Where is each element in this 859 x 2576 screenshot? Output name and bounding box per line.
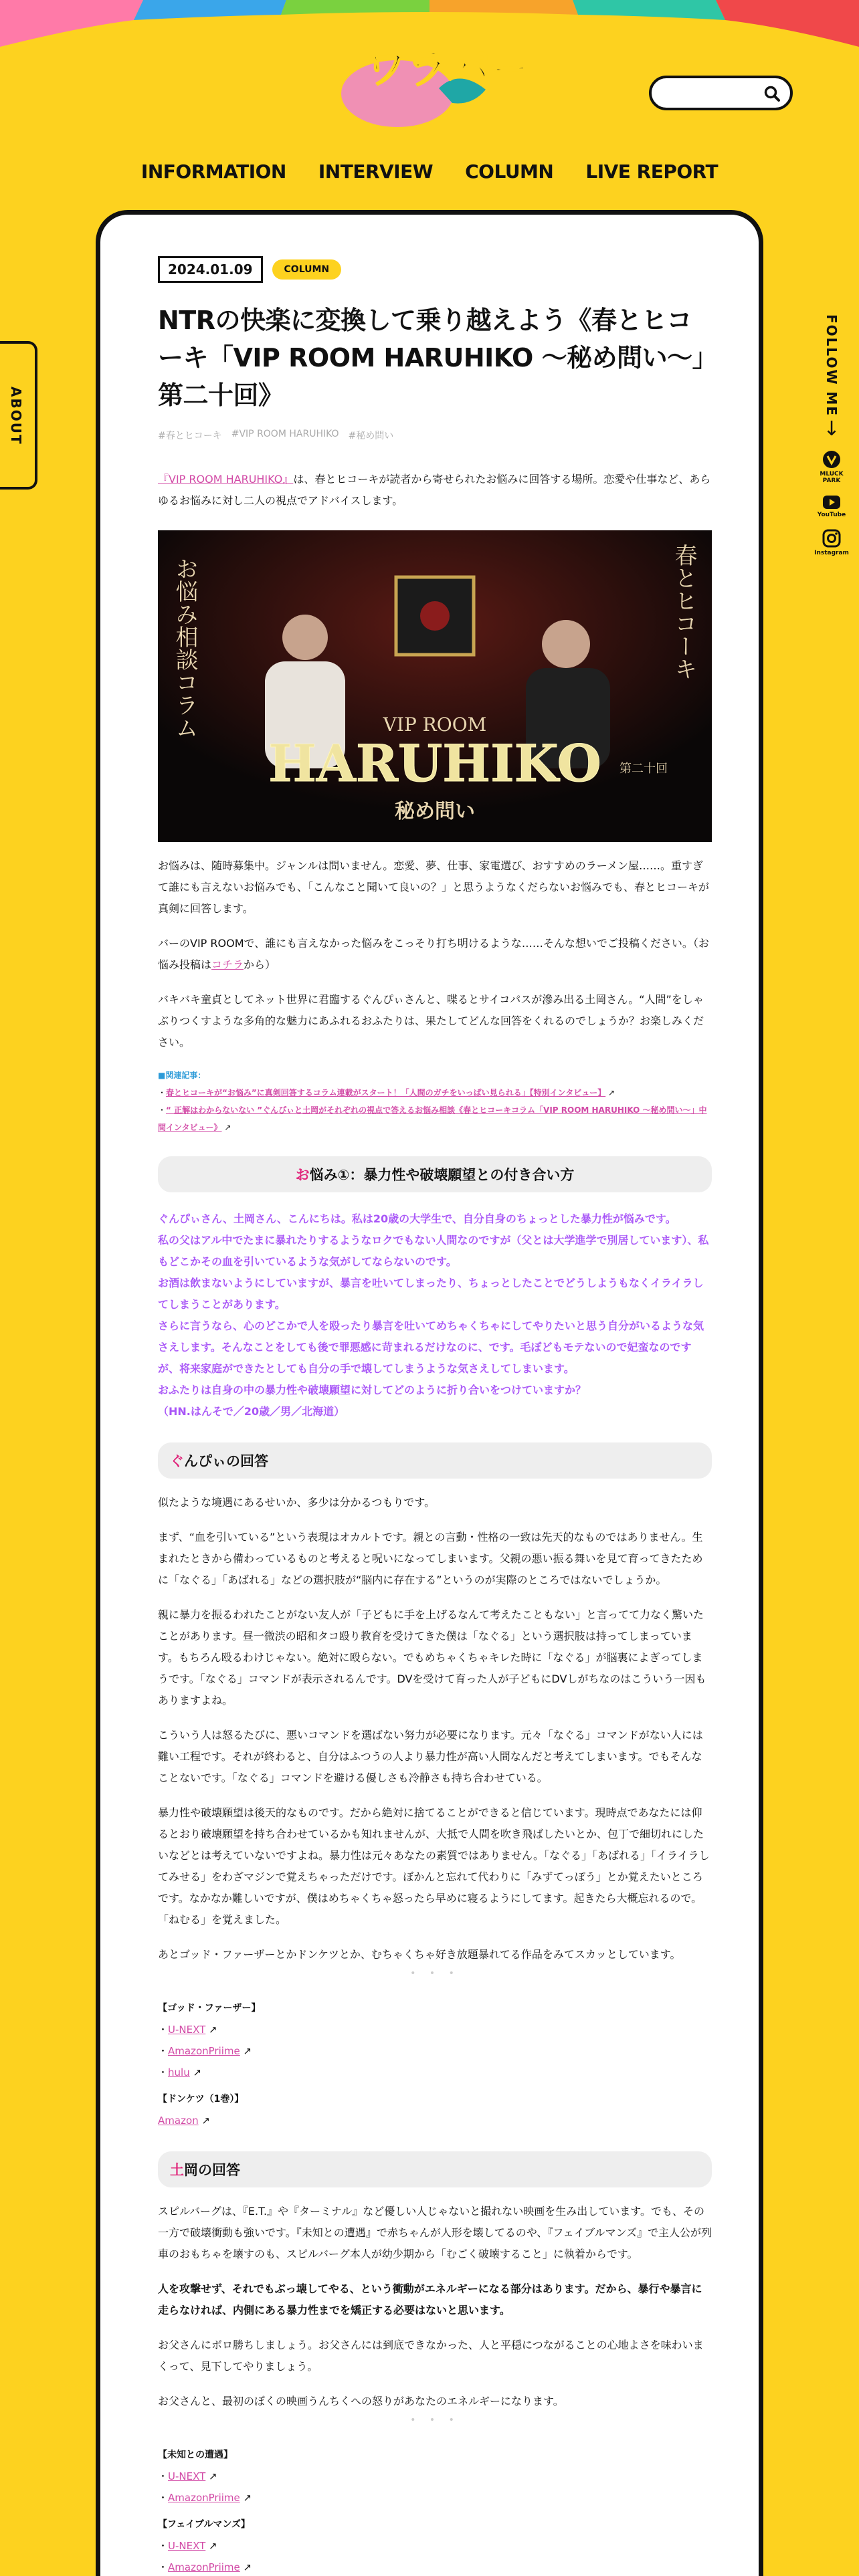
post-link[interactable]: コチラ xyxy=(211,958,244,971)
nav-live-report[interactable]: LIVE REPORT xyxy=(585,160,719,183)
nav-column[interactable]: COLUMN xyxy=(465,160,554,183)
article-body xyxy=(158,256,712,2576)
hero-right-vertical: 春とヒコーキ xyxy=(670,544,697,680)
paragraph: お父さんにボロ勝ちしましょう。お父さんには到底できなかった、人と平穏につながることの心地よさを味わいまくって、見下してやりましょう。 xyxy=(158,2339,704,2373)
paragraph: バキバキ童貞としてネット世界に君臨するぐんぴぃさんと、喋るとサイコパスが滲み出る土岡さん。“人間”をしゃぶりつくすような多角的な魅力にあふれるおふたりは、果たしてどんな回答をくれるのでしょうか？お楽しみください。 xyxy=(158,993,704,1049)
paragraph: あとゴッド・ファーザーとかドンケツとか、むちゃくちゃ好き放題暴れてる作品をみてスカッとしています。 xyxy=(158,1948,681,1961)
watch-link[interactable]: AmazonPriime xyxy=(168,2045,240,2057)
related-heading: ■関連記事： xyxy=(158,1071,206,1080)
paragraph: お悩みは、随時募集中。ジャンルは問いません。恋愛、夢、仕事、家電選び、おすすめのラーメン屋……。重すぎて誰にも言えないお悩みでも、「こんなこと聞いて良いの？」と思うようなくだらないお悩みでも、春とヒコーキが真剣に回答します。 xyxy=(158,859,710,915)
work-links: ・U-NEXT ↗ ・AmazonPriime ↗ xyxy=(158,2540,252,2573)
search-box[interactable] xyxy=(649,76,793,110)
follow-me-label: FOLLOW ME xyxy=(824,314,840,417)
tag[interactable]: #VIP ROOM HARUHIKO xyxy=(231,429,339,439)
paragraph: 人を攻撃せず、それでもぶっ壊してやる、という衝動がエネルギーになる部分はあります。だから、暴行や暴言に走らなければ、内側にある暴力性までを矯正する必要はないと思います。 xyxy=(158,2282,702,2317)
paragraph: 似たような境遇にあるせいか、多少は分かるつもりです。 xyxy=(158,1496,436,1509)
paragraph: 暴力性や破壊願望は後天的なものです。だから絶対に捨てることができると信じています。現時点であなたには仰るとおり破壊願望を持ち合わせているかも知れませんが、大抵で人間を吹き飛ばしたいとか、包丁で細切れにしたいなどとは考えていないですよね。暴力性は元々あなたの素質ではありません。「なぐる」「あばれる」「イライラしてみせる」をわざマジンで覚えちゃっただけです。ぼかんと忘れて代わりに「みずてっぽう」とか覚えたいところです。なかなか難しいですが、僕はめちゃくちゃ怒ったら早めに寝るようにしてます。起きたら大概忘れるので。「ねむる」を覚えました。 xyxy=(158,1806,710,1926)
hero-haruhiko: HARUHIKO xyxy=(268,734,601,793)
nav-information[interactable]: INFORMATION xyxy=(140,160,286,183)
question-text: ぐんぴぃさん、土岡さん、こんにちは。私は20歳の大学生で、自分自身のちょっとした暴力性が悩みです。 私の父はアル中でたまに暴れたりするようなロクでもない人間なのですが（父とは大学進学で別居しています）、私もどこかその血を引いているような気がしてならないのです。 お酒は飲まないようにしていますが、暴言を吐いてしまったり、ちょっとしたことでどうしようもなくイライラしてしまうことがあります。 さらに言うなら、心のどこかで人を殴ったり暴言を吐いてめちゃくちゃにしてやりたいと思う自分がいるような気さえします。そんなことをしても後で罪悪感に苛まれるだけなのに、です。毛ぼどもモテないので妃蛮なのですが、将来家庭ができたとしても自分の手で壊してしまうような気さえしてしまいます。 おふたりは自身の中の暴力性や破壊願望に対してどのように折り合いをつけていますか？ （HN.はんそで／20歳／男／北海道） xyxy=(158,1208,712,1422)
search-icon[interactable] xyxy=(763,85,781,102)
related-link[interactable]: 春とヒコーキが“お悩み”に真剣回答するコラム連載がスタート！「人間のガチをいっぱい見られる」【特別インタビュー】 xyxy=(166,1088,606,1097)
category-badge[interactable]: COLUMN xyxy=(272,259,342,280)
mluck-park-icon xyxy=(822,450,841,469)
related-articles: ■関連記事： ・春とヒコーキが“お悩み”に真剣回答するコラム連載がスタート！「人間のガチをいっぱい見られる」【特別インタビュー】 ↗ ・“ 正解はわからないない ”ぐんぴぃと土岡がそれぞれの視点で答えるお悩み相談《春とヒコーキコラム「VIP ROOM HARUHIKO 〜秘め問い〜」中間インタビュー》 ↗ xyxy=(158,1067,712,1136)
sns-label: YouTube xyxy=(817,512,846,519)
tsuchioka-answer-heading: 土岡の回答 xyxy=(158,2151,712,2187)
hero-episode: 第二十回 xyxy=(619,762,668,776)
divider: • • • xyxy=(410,2415,460,2426)
article-card xyxy=(96,210,763,2576)
work-title: 【ゴッド・ファーザー】 xyxy=(158,2003,261,2014)
hero-subtitle: 秘め問い xyxy=(395,800,475,823)
lead-paragraph: 『VIP ROOM HARUHIKO』は、春とヒコーキが読者から寄せられたお悩みに回答する場所。恋愛や仕事など、あらゆるお悩みに対し二人の視点でアドバイスします。 xyxy=(158,473,711,507)
hero-vip: VIP ROOM xyxy=(383,714,487,736)
sns-youtube[interactable] xyxy=(815,495,848,518)
paragraph: スピルバーグは、『E.T.』や『ターミナル』など優しい人じゃないと撮れない映画を生み出しています。でも、その一方で破壊衝動も強いです。『未知との遭遇』で赤ちゃんが人形を壊してるのや、『フェイブルマンズ』で主人公が列車のおもちゃを壊すのも、スピルバーグ本人が幼少期から「むごく破壊すること」に執着からです。 xyxy=(158,2205,712,2260)
paragraph: まず、“血を引いている”という表現はオカルトです。親との言動・性格の一致は先天的なものではありません。生まれたときから備わっているものと考えると呪いになってしまいます。父親の悪い振る舞いを見て育ってきたために「なぐる」「あばれる」などの選択肢が“脳内に存在する”というのが実際のところではないでしょうか。 xyxy=(158,1531,703,1586)
watch-link[interactable]: AmazonPriime xyxy=(168,2492,240,2504)
watch-link[interactable]: U-NEXT xyxy=(168,2470,206,2482)
watch-link[interactable]: U-NEXT xyxy=(168,2540,206,2552)
question-heading: お悩み①：暴力性や破壊願望との付き合い方 xyxy=(158,1156,712,1192)
sns-label: Instagram xyxy=(814,550,849,557)
watch-link[interactable]: hulu xyxy=(168,2066,190,2078)
arrow-down-icon: ↓ xyxy=(823,417,840,441)
question-source: （HN.はんそで／20歳／男／北海道） xyxy=(158,1405,345,1418)
paragraph: バーのVIP ROOMで、誰にも言えなかった悩みをこっそり打ち明けるような……そんな想いでご投稿ください。（お悩み投稿はコチラから） xyxy=(158,937,709,971)
article-title: NTRの快楽に変換して乗り越えよう《春とヒコーキ「VIP ROOM HARUHIKO 〜秘め問い〜」第二十回》 xyxy=(158,306,705,410)
tag-list xyxy=(158,429,712,442)
paragraph: こういう人は怒るたびに、悪いコマンドを選ばない努力が必要になります。元々「なぐる」コマンドがない人には難い工程です。それが終わると、自分はふつうの人より暴力性が高い人間なんだと考えてしまいます。でもそんなことないです。「なぐる」コマンドを避ける優しさも冷静さも持ち合わせている。 xyxy=(158,1729,703,1784)
about-label: ABOUT xyxy=(8,387,24,445)
buy-link[interactable]: Amazon xyxy=(158,2115,199,2127)
watch-link[interactable]: AmazonPriime xyxy=(168,2561,240,2573)
follow-me xyxy=(815,314,848,556)
work-links: ・U-NEXT ↗ ・AmazonPriime ↗ xyxy=(158,2470,252,2504)
related-link[interactable]: “ 正解はわからないない ”ぐんぴぃと土岡がそれぞれの視点で答えるお悩み相談《春とヒコーキコラム「VIP ROOM HARUHIKO 〜秘め問い〜」中間インタビュー》 xyxy=(158,1105,707,1132)
site-logo[interactable] xyxy=(339,41,523,128)
hero-left-vertical: お悩み相談コラム xyxy=(171,557,198,739)
paragraph: 親に暴力を振るわれたことがない友人が「子どもに手を上げるなんて考えたこともない」と言ってて力なく驚いたことがあります。昼一微渋の昭和タコ殴り教育を受けてきた僕は「なぐる」という選択肢は持ってしまっています。もちろん殴るわけじゃない。絶対に殴らない。でもめちゃくちゃキレた時に「なぐる」が脳裏によぎってしまうです。「なぐる」コマンドが表示されるんです。DVを受けて育った人が子どもにDVしがちなのはこういう一因もありますよね。 xyxy=(158,1608,706,1707)
article-date: 2024.01.09 xyxy=(158,256,263,283)
sns-mluck[interactable] xyxy=(815,450,848,484)
sns-instagram[interactable] xyxy=(815,529,848,556)
paragraph: お父さんと、最初のぼくの映画うんちくへの怒りがあなたのエネルギーになります。 xyxy=(158,2395,564,2407)
instagram-icon xyxy=(822,529,841,548)
hero-image xyxy=(158,530,712,842)
work-title: 【フェイブルマンズ】 xyxy=(158,2519,250,2530)
divider: • • • xyxy=(410,1968,460,1979)
work-title: 【未知との遭遇】 xyxy=(158,2450,233,2460)
about-tab[interactable] xyxy=(0,341,37,490)
tag[interactable]: #春とヒコーキ xyxy=(158,431,222,441)
logo-text: ワラパー xyxy=(365,44,523,93)
work-links: ・U-NEXT ↗ ・AmazonPriime ↗ ・hulu ↗ xyxy=(158,2024,252,2078)
series-link[interactable]: 『VIP ROOM HARUHIKO』 xyxy=(158,473,294,486)
tag[interactable]: #秘め問い xyxy=(348,431,394,441)
watch-link[interactable]: U-NEXT xyxy=(168,2024,206,2036)
sns-label: MLUCK PARK xyxy=(820,471,844,485)
work-links: Amazon ↗ xyxy=(158,2115,210,2127)
nav-interview[interactable]: INTERVIEW xyxy=(318,160,434,183)
work-title: 【ドンケツ（1巻）】 xyxy=(158,2094,244,2105)
global-nav xyxy=(0,160,859,183)
youtube-icon xyxy=(822,495,841,510)
gunpi-answer-heading: ぐんぴぃの回答 xyxy=(158,1442,712,1479)
